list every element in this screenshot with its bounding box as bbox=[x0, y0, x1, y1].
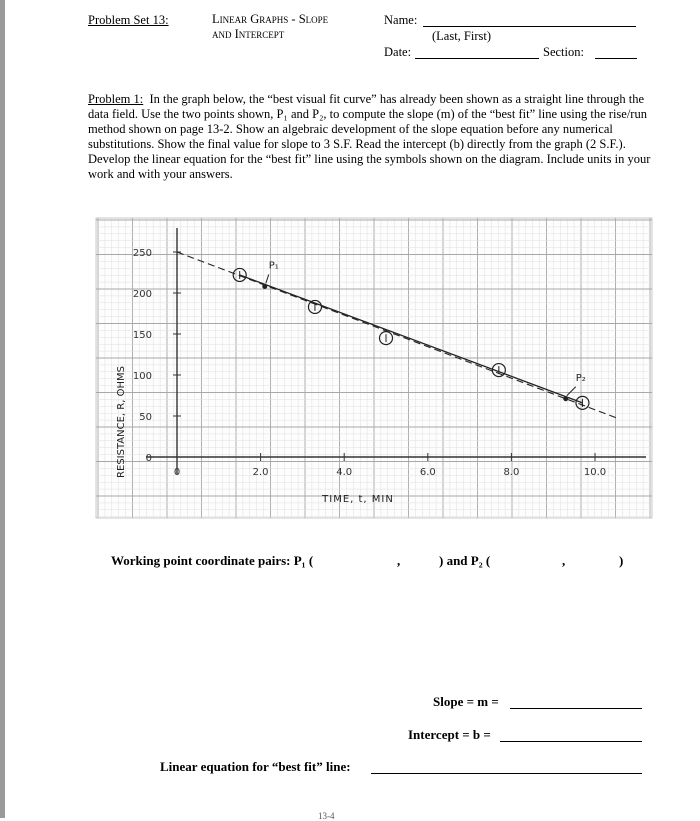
y-axis-label: RESISTANCE, R, OHMS bbox=[116, 366, 127, 478]
x-tick-label: 4.0 bbox=[336, 467, 353, 478]
name-field[interactable] bbox=[423, 14, 636, 27]
pairs-close: ) bbox=[619, 553, 624, 568]
topic-line-2: and Intercept bbox=[212, 27, 285, 41]
x-tick-label: 8.0 bbox=[503, 467, 520, 478]
y-tick-label: 150 bbox=[132, 330, 152, 341]
topic-line-1: Linear Graphs - Slope bbox=[212, 12, 329, 26]
name-hint: (Last, First) bbox=[432, 29, 492, 43]
name-label: Name: bbox=[384, 13, 418, 27]
section-label: Section: bbox=[543, 45, 584, 59]
x-tick-label: 6.0 bbox=[419, 467, 436, 478]
problem-statement bbox=[88, 92, 658, 182]
x-tick-label: 10.0 bbox=[583, 467, 607, 478]
equation-label: Linear equation for “best fit” line: bbox=[160, 759, 351, 774]
x-tick-label: 2.0 bbox=[252, 467, 269, 478]
slope-field[interactable] bbox=[510, 696, 642, 709]
pairs-comma-1: , bbox=[397, 553, 401, 568]
marked-point-label: P₂ bbox=[575, 372, 586, 384]
page-number: 13-4 bbox=[318, 811, 335, 821]
equation-field[interactable] bbox=[371, 761, 642, 774]
x-tick-label: 0 bbox=[173, 467, 181, 478]
problem-title: Problem 1: bbox=[88, 92, 144, 106]
page-edge bbox=[0, 0, 5, 818]
pairs-middle: ) and P₂ ( bbox=[439, 553, 491, 568]
pairs-comma-2: , bbox=[562, 553, 566, 568]
problem-set-label: Problem Set 13: bbox=[88, 13, 169, 27]
y-tick-label: 250 bbox=[132, 248, 152, 259]
x-axis-label: TIME, t, MIN bbox=[322, 494, 394, 505]
y-tick-label: 0 bbox=[145, 453, 152, 464]
slope-label: Slope = m = bbox=[433, 694, 499, 709]
intercept-field[interactable] bbox=[500, 729, 642, 742]
marked-point-dot bbox=[262, 284, 267, 289]
problem-body: In the graph below, the “best visual fit curve” has already been shown as a straight line through the data field. Use the two points shown, P₁ and P₂, to compute the slope (m) of the “best fit” line using the rise/run method shown on page 13-2. Show an algebraic development of the slope equation before any numerical substitutions. Show the final value for slope to 3 S.F. Read the intercept (b) directly from the graph (2 S.F.). Develop the linear equation for the “best fit” line using the symbols shown on the diagram. Include units in your work and with your answers. bbox=[88, 92, 651, 181]
resistance-time-graph bbox=[86, 212, 656, 526]
marked-point-dot bbox=[563, 396, 568, 401]
y-tick-label: 200 bbox=[132, 289, 152, 300]
y-tick-label: 100 bbox=[132, 371, 152, 382]
date-field[interactable] bbox=[415, 46, 539, 59]
marked-point-label: P₁ bbox=[268, 260, 279, 272]
pairs-label: Working point coordinate pairs: P₁ ( bbox=[111, 553, 314, 568]
intercept-label: Intercept = b = bbox=[408, 727, 491, 742]
y-tick-label: 50 bbox=[139, 412, 152, 423]
section-field[interactable] bbox=[595, 46, 637, 59]
date-label: Date: bbox=[384, 45, 412, 59]
